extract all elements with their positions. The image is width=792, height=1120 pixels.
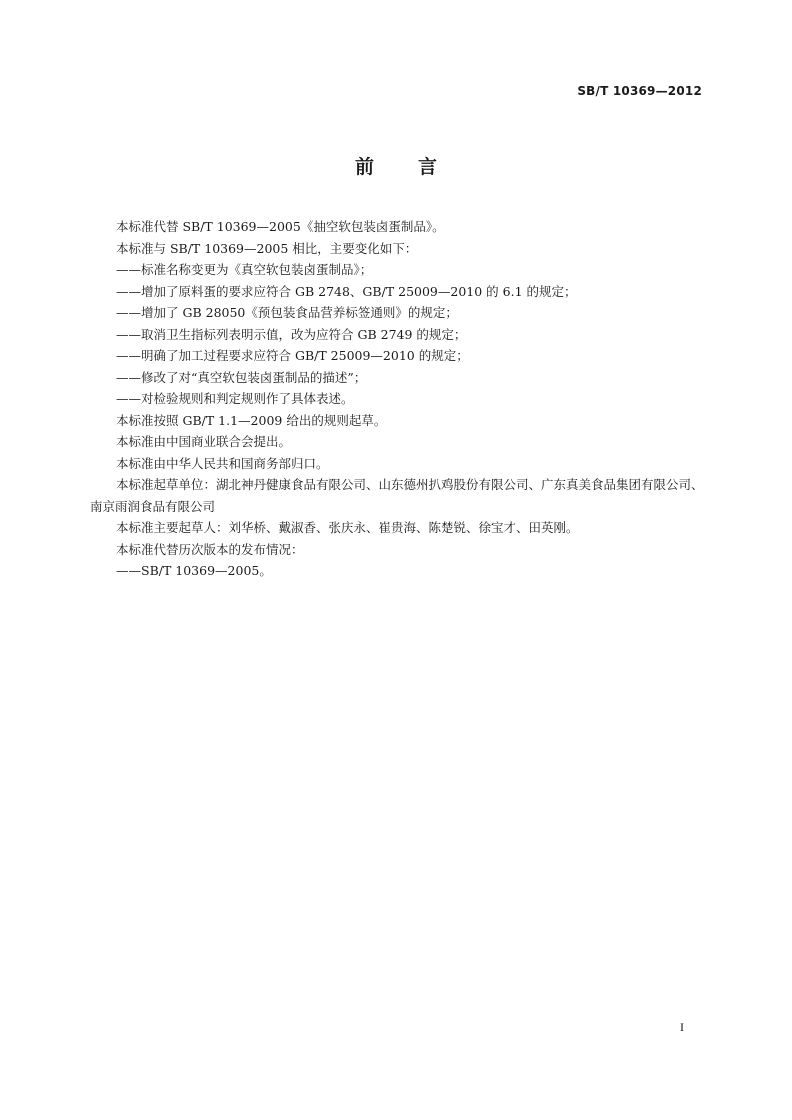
paragraph-centralized-by: 本标准由中华人民共和国商务部归口。: [116, 455, 329, 471]
paragraph-drafting-rules: 本标准按照 GB/T 1.1—2009 给出的规则起草。: [116, 412, 387, 428]
change-item: ——对检验规则和判定规则作了具体表述。: [116, 391, 354, 406]
previous-edition-item: ——SB/T 10369—2005。: [116, 563, 272, 578]
page-title: 前言: [354, 156, 481, 178]
change-item: ——增加了原料蛋的要求应符合 GB 2748、GB/T 25009—2010 的 6.1 的规定；: [116, 283, 577, 299]
change-item: ——明确了加工过程要求应符合 GB/T 25009—2010 的规定；: [116, 348, 469, 363]
change-item: ——取消卫生指标列表明示值，改为应符合 GB 2749 的规定；: [116, 326, 467, 342]
paragraph-changes-intro: 本标准与 SB/T 10369—2005 相比，主要变化如下：: [116, 240, 418, 256]
standard-code: SB/T 10369—2012: [577, 84, 702, 98]
change-item: ——标准名称变更为《真空软包装卤蛋制品》；: [116, 262, 373, 277]
change-item: ——修改了对“真空软包装卤蛋制品的描述”；: [116, 369, 367, 385]
change-item: ——增加了 GB 28050《预包装食品营养标签通则》的规定；: [116, 305, 458, 320]
paragraph-drafters: 本标准主要起草人：刘华桥、戴淑香、张庆永、崔贵海、陈楚锐、徐宝才、田英刚。: [116, 520, 579, 535]
paragraph-drafting-units: 本标准起草单位：湖北神丹健康食品有限公司、山东德州扒鸡股份有限公司、广东真美食品集团有限公司、南京雨润食品有限公司: [90, 477, 704, 514]
page-number: I: [680, 1020, 684, 1034]
paragraph-previous-editions: 本标准代替历次版本的发布情况：: [116, 541, 304, 557]
foreword-body: [90, 216, 704, 582]
paragraph-replaces: 本标准代替 SB/T 10369—2005《抽空软包装卤蛋制品》。: [116, 219, 445, 234]
paragraph-proposed-by: 本标准由中国商业联合会提出。: [116, 434, 292, 449]
